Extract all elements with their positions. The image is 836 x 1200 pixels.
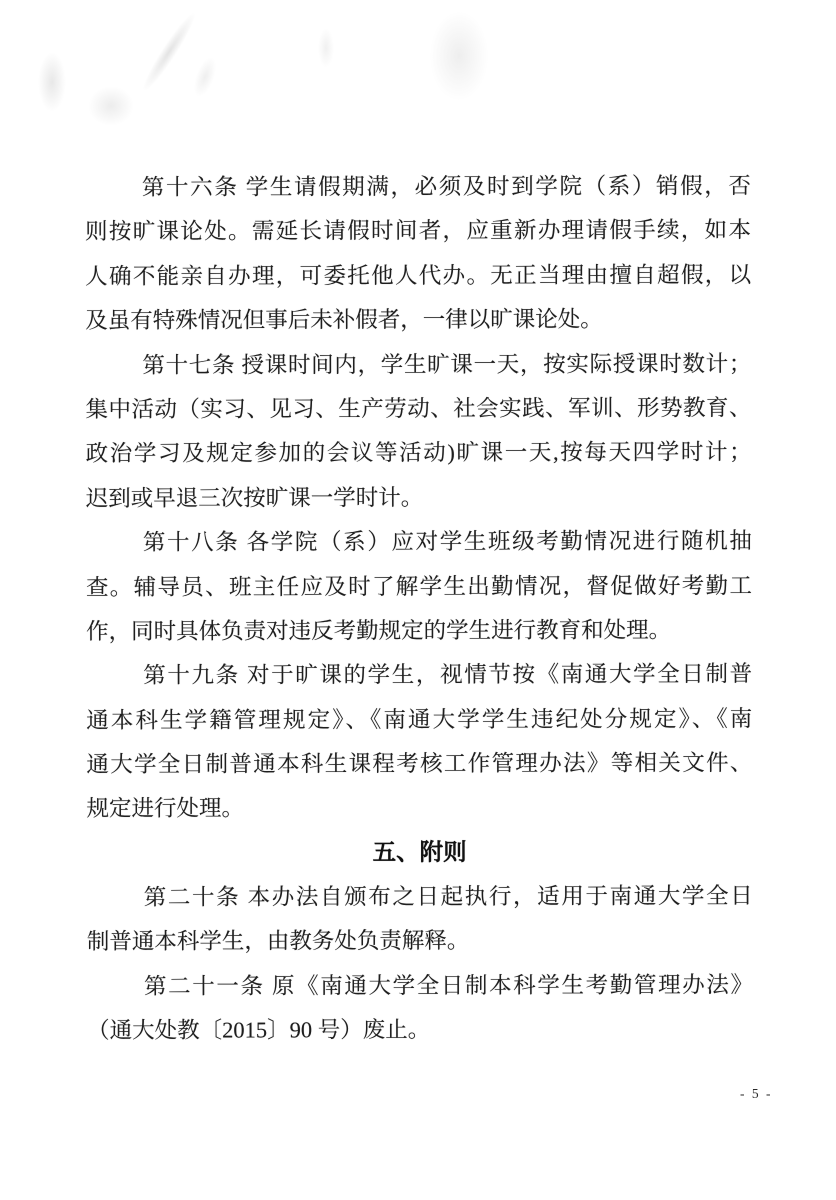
- scan-artifact: [318, 28, 334, 68]
- article-17-line: 迟到或早退三次按旷课一学时计。: [85, 484, 424, 511]
- scan-artifact: [38, 52, 66, 112]
- article-20-line: 制普通本科学生，由教务处负责解释。: [86, 928, 470, 955]
- article-17-line: 政治学习及规定参加的会议等活动)旷课一天,按每天四学时计；: [85, 439, 752, 467]
- article-17-line: 集中活动（实习、见习、生产劳动、社会实践、军训、形势教育、: [85, 395, 752, 422]
- article-21-line: （通大处教〔2015〕90 号）废止。: [87, 1017, 431, 1043]
- article-18-line: 查。辅导员、班主任应及时了解学生出勤情况，督促做好考勤工: [85, 572, 752, 600]
- article-16-line: 及虽有特殊情况但事后未补假者，一律以旷课论处。: [85, 306, 603, 334]
- article-21-line: 第二十一条 原《南通大学全日制本科学生考勤管理办法》: [143, 971, 754, 999]
- scan-artifact: [189, 54, 220, 100]
- article-17-line: 第十七条 授课时间内，学生旷课一天，按实际授课时数计；: [142, 350, 752, 378]
- scan-artifact: [138, 10, 200, 95]
- document-body: [85, 164, 753, 1053]
- article-16-line: 则按旷课论处。需延长请假时间者，应重新办理请假手续，如本: [84, 217, 752, 245]
- article-16-line: 人确不能亲自办理，可委托他人代办。无正当理由擅自超假，以: [85, 261, 752, 289]
- article-19-line: 通大学全日制普通本科生课程考核工作管理办法》等相关文件、: [86, 750, 753, 777]
- article-16-line: 第十六条 学生请假期满，必须及时到学院（系）销假，否: [141, 173, 751, 200]
- article-19-line: 第十九条 对于旷课的学生，视情节按《南通大学全日制普: [143, 661, 753, 689]
- article-20-line: 第二十条 本办法自颁布之日起执行，适用于南通大学全日: [143, 882, 753, 910]
- article-19-line: 规定进行处理。: [86, 795, 245, 822]
- scan-artifact: [88, 86, 134, 126]
- article-18-line: 作，同时具体负责对违反考勤规定的学生进行教育和处理。: [86, 617, 672, 644]
- section-heading-appendix: 五、附则: [372, 839, 467, 866]
- page-number: - 5 -: [740, 1086, 773, 1101]
- article-19-line: 通本科生学籍管理规定》、《南通大学学生违纪处分规定》、《南: [86, 705, 753, 733]
- scan-artifact: [430, 12, 488, 100]
- article-18-line: 第十八条 各学院（系）应对学生班级考勤情况进行随机抽: [142, 528, 752, 555]
